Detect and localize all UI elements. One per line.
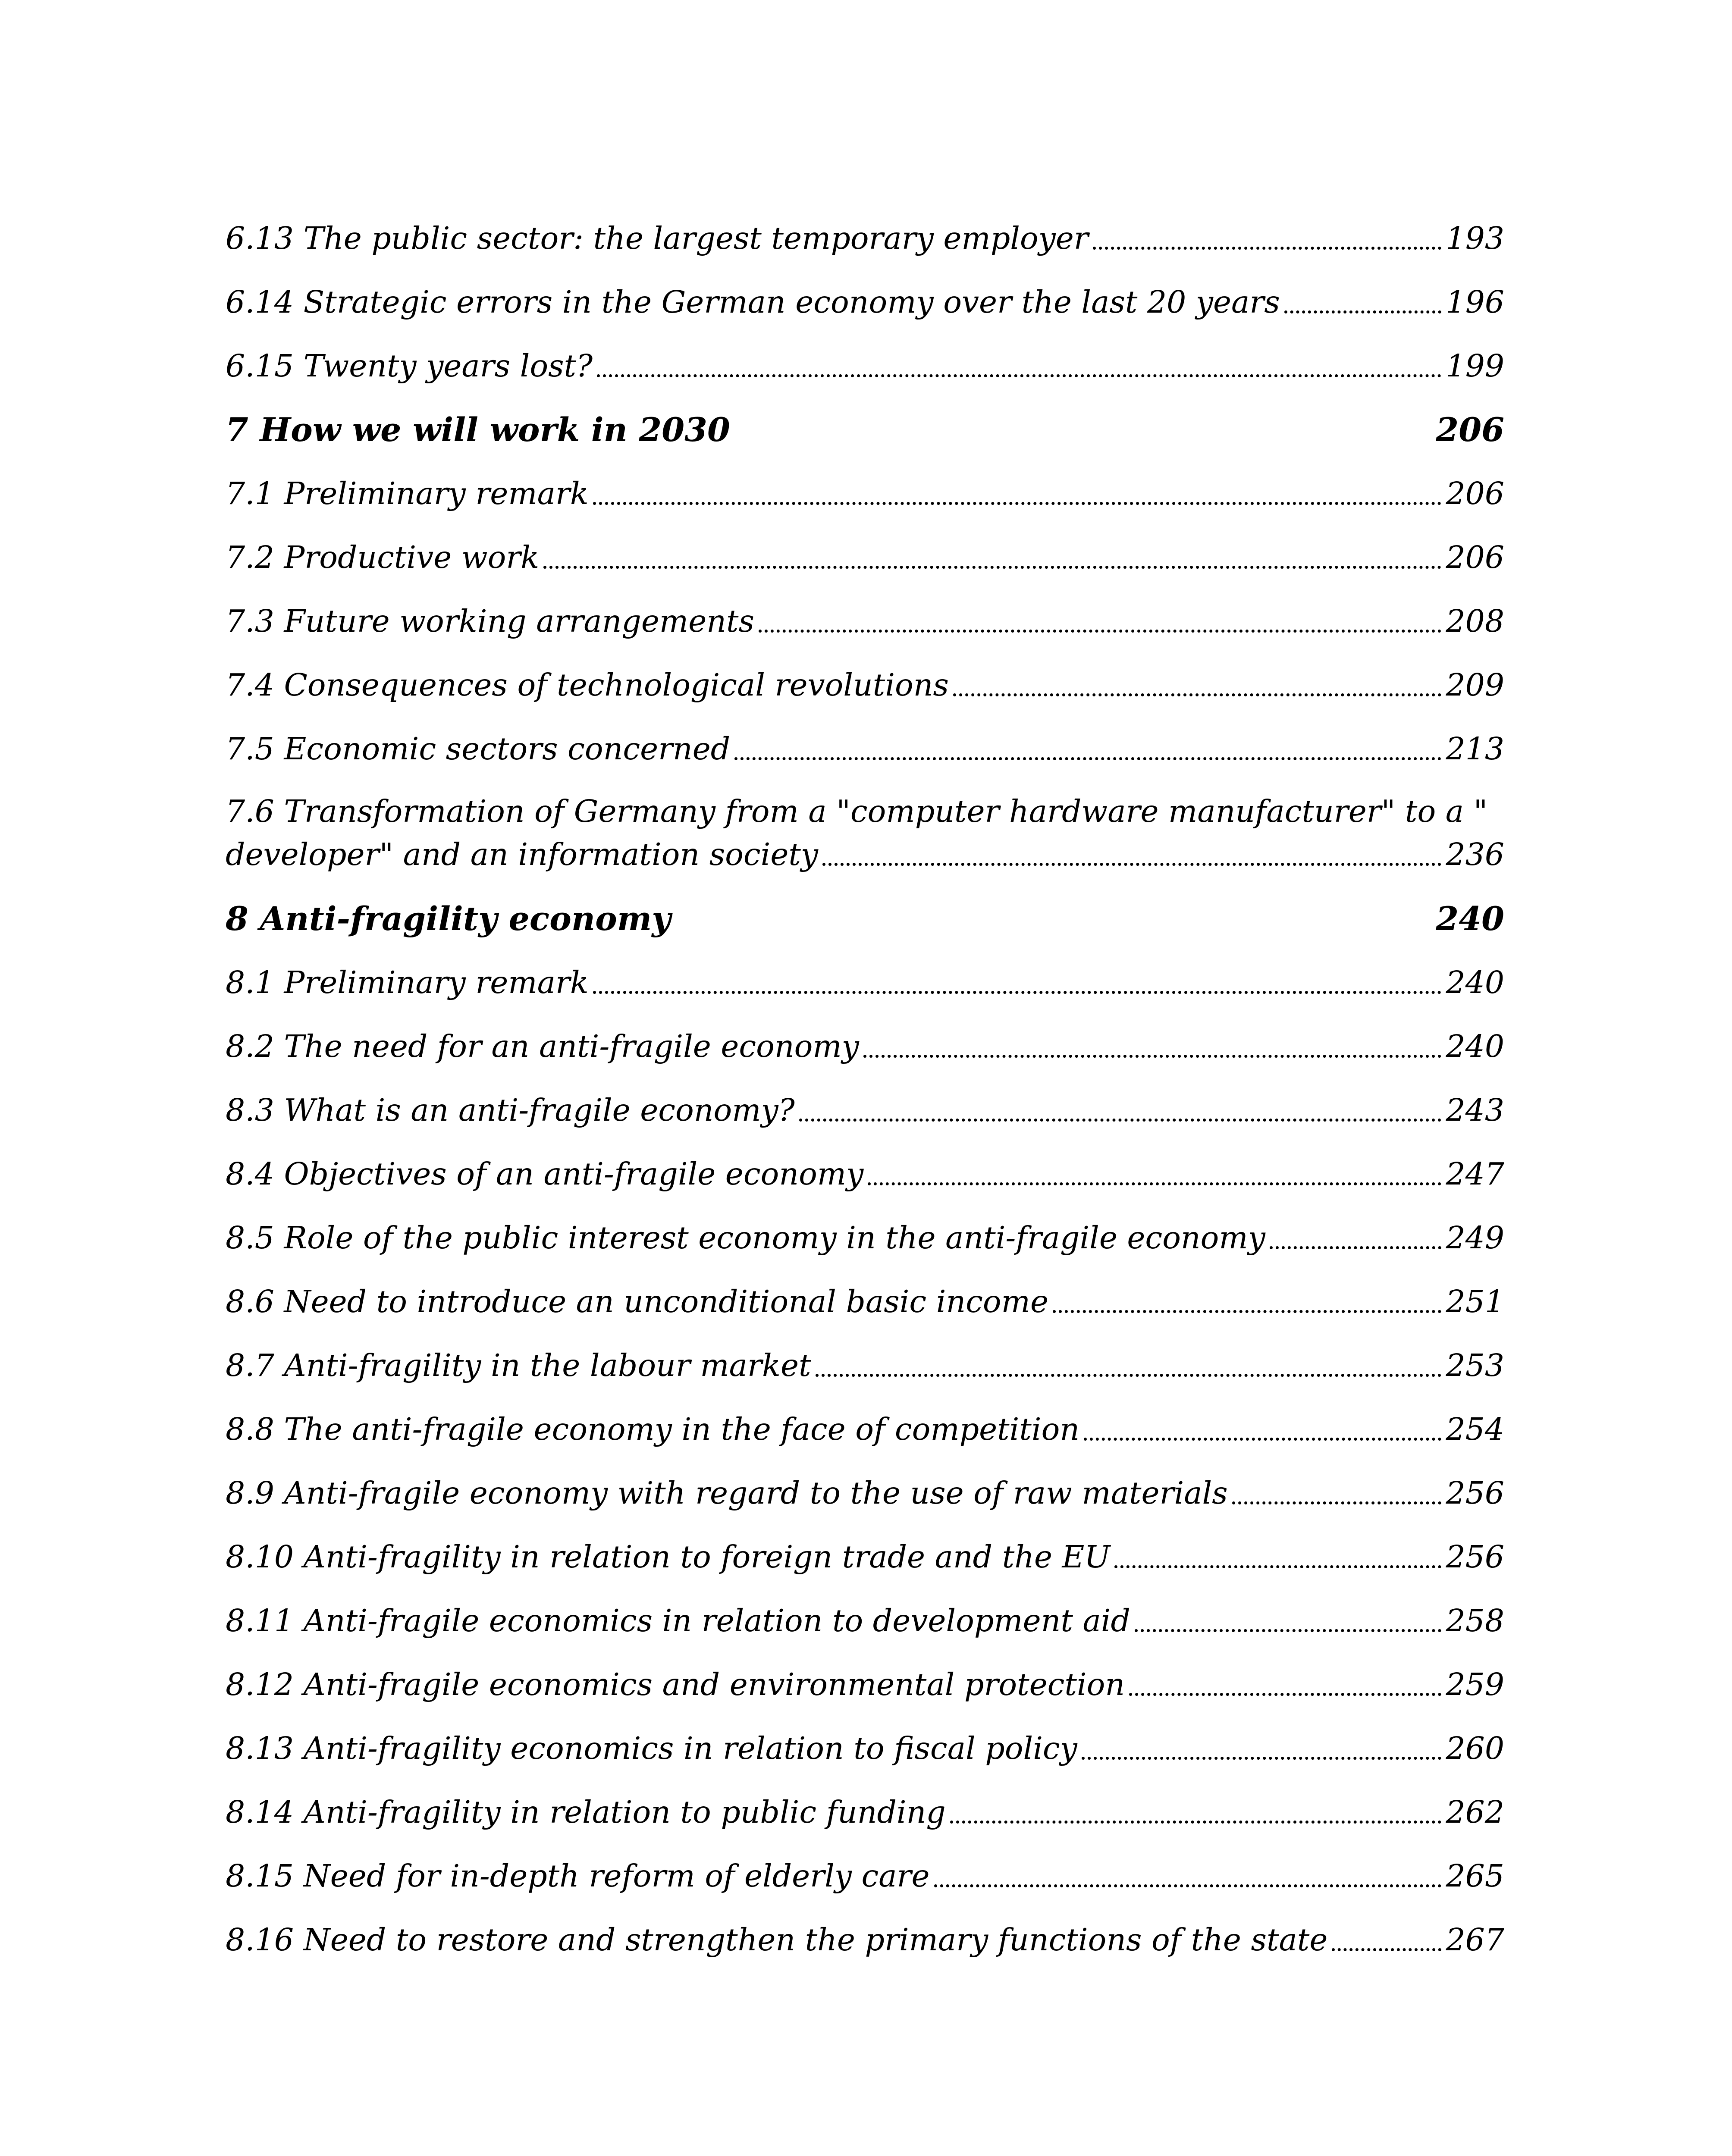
dot-leader (953, 693, 1442, 696)
toc-entry-page: 240 (1446, 1028, 1504, 1064)
toc-entry-page: 240 (1446, 965, 1504, 1000)
toc-entry[interactable] (226, 579, 1504, 643)
toc-entry-title: 8.11 Anti-fragile economics in relation to development aid (226, 1603, 1130, 1639)
toc-entry-title: 6.15 Twenty years lost? (226, 348, 593, 384)
toc-entry[interactable] (226, 1451, 1504, 1515)
toc-entry-page: 236 (1446, 837, 1504, 872)
dot-leader (863, 1055, 1442, 1058)
dot-leader (1114, 1565, 1441, 1568)
dot-leader (816, 1374, 1442, 1377)
toc-entry[interactable] (226, 1770, 1504, 1834)
toc-entry-page: 199 (1446, 348, 1504, 384)
toc-chapter-heading[interactable] (226, 877, 1504, 940)
toc-entry-title: 8.16 Need to restore and strengthen the primary functions of the state (226, 1922, 1328, 1958)
toc-entry-page: 259 (1446, 1667, 1504, 1702)
toc-entry[interactable] (226, 707, 1504, 771)
toc-entry-title: 8.4 Objectives of an anti-fragile economy (226, 1156, 864, 1192)
toc-entry[interactable] (226, 515, 1504, 579)
toc-entry[interactable] (226, 324, 1504, 388)
toc-entry-title: 6.14 Strategic errors in the German economy over the last 20 years (226, 284, 1280, 320)
toc-entry-page: 193 (1446, 220, 1504, 256)
dot-leader (734, 757, 1441, 760)
toc-entry-page: 209 (1446, 667, 1504, 703)
toc-entry[interactable] (226, 196, 1504, 260)
toc-entry-title: 8.6 Need to introduce an unconditional basic income (226, 1284, 1049, 1319)
chapter-page: 206 (1436, 411, 1504, 449)
dot-leader (934, 1884, 1442, 1887)
toc-entry-page: 251 (1446, 1284, 1504, 1319)
toc-entry[interactable] (226, 1642, 1504, 1706)
toc-entry[interactable] (226, 1898, 1504, 1962)
toc-entry-title: 7.1 Preliminary remark (226, 476, 589, 511)
toc-entry-title: 7.3 Future working arrangements (226, 603, 754, 639)
toc-entry-page: 206 (1446, 539, 1504, 575)
toc-entry[interactable] (226, 1196, 1504, 1260)
chapter-title: 7 How we will work in 2030 (226, 411, 730, 449)
toc-entry-title: 8.15 Need for in-depth reform of elderly care (226, 1858, 930, 1894)
dot-leader (1232, 1501, 1442, 1504)
dot-leader (593, 502, 1442, 505)
toc-entry[interactable] (226, 1004, 1504, 1068)
toc-entry-multiline[interactable] (226, 771, 1504, 877)
toc-entry-page: 258 (1446, 1603, 1504, 1639)
dot-leader (799, 1119, 1442, 1122)
toc-entry-title: 8.7 Anti-fragility in the labour market (226, 1348, 811, 1383)
chapter-page: 240 (1436, 899, 1504, 938)
toc-entry-page: 256 (1446, 1539, 1504, 1575)
toc-entry-line2 (226, 833, 1504, 876)
toc-entry-title: 8.13 Anti-fragility economics in relation to fiscal policy (226, 1730, 1077, 1766)
toc-entry[interactable] (226, 260, 1504, 324)
dot-leader (1135, 1629, 1442, 1632)
toc-entry[interactable] (226, 1132, 1504, 1196)
toc-entry-page: 262 (1446, 1794, 1504, 1830)
toc-entry-title: 8.3 What is an anti-fragile economy? (226, 1092, 795, 1128)
toc-entry-page: 254 (1446, 1411, 1504, 1447)
dot-leader (1053, 1310, 1441, 1313)
toc-entry[interactable] (226, 1834, 1504, 1898)
toc-entry-page: 213 (1446, 731, 1504, 767)
toc-entry-title: 8.1 Preliminary remark (226, 965, 589, 1000)
table-of-contents (226, 196, 1504, 1962)
toc-entry[interactable] (226, 1323, 1504, 1387)
dot-leader (822, 863, 1441, 866)
dot-leader (868, 1182, 1441, 1185)
toc-entry[interactable] (226, 940, 1504, 1004)
toc-entry-title: 6.13 The public sector: the largest temporary employer (226, 220, 1089, 256)
dot-leader (950, 1821, 1442, 1824)
toc-entry-title: 8.12 Anti-fragile economics and environmental protection (226, 1667, 1125, 1702)
toc-entry-title-line1: 7.6 Transformation of Germany from a "computer hardware manufacturer" to a " (226, 793, 1488, 829)
toc-entry-title-line2: developer" and an information society (226, 837, 819, 872)
toc-entry-title: 7.2 Productive work (226, 539, 540, 575)
toc-entry[interactable] (226, 1260, 1504, 1323)
toc-entry-page: 267 (1446, 1922, 1504, 1958)
toc-entry-page: 256 (1446, 1475, 1504, 1511)
chapter-title: 8 Anti-fragility economy (226, 899, 671, 938)
toc-entry-title: 7.5 Economic sectors concerned (226, 731, 731, 767)
toc-entry[interactable] (226, 643, 1504, 707)
dot-leader (597, 374, 1441, 377)
toc-entry-title: 8.8 The anti-fragile economy in the face of competition (226, 1411, 1080, 1447)
dot-leader (1270, 1246, 1442, 1249)
toc-entry-title: 8.10 Anti-fragility in relation to foreign trade and the EU (226, 1539, 1111, 1575)
dot-leader (1284, 310, 1442, 313)
toc-entry-page: 243 (1446, 1092, 1504, 1128)
dot-leader (1084, 1438, 1441, 1441)
toc-entry-title: 8.9 Anti-fragile economy with regard to the use of raw materials (226, 1475, 1228, 1511)
dot-leader (1129, 1693, 1441, 1696)
dot-leader (543, 566, 1441, 569)
toc-entry[interactable] (226, 1068, 1504, 1132)
dot-leader (1332, 1948, 1441, 1951)
toc-entry-title: 8.5 Role of the public interest economy in the anti-fragile economy (226, 1220, 1265, 1256)
toc-entry[interactable] (226, 1515, 1504, 1579)
toc-entry-page: 206 (1446, 476, 1504, 511)
toc-entry-title: 8.14 Anti-fragility in relation to public funding (226, 1794, 946, 1830)
dot-leader (759, 630, 1442, 633)
toc-entry-page: 253 (1446, 1348, 1504, 1383)
dot-leader (1093, 247, 1442, 250)
toc-entry-page: 249 (1446, 1220, 1504, 1256)
toc-entry[interactable] (226, 451, 1504, 515)
toc-entry[interactable] (226, 1706, 1504, 1770)
toc-entry-page: 208 (1446, 603, 1504, 639)
toc-entry[interactable] (226, 1579, 1504, 1642)
toc-entry-title: 7.4 Consequences of technological revolutions (226, 667, 949, 703)
dot-leader (593, 991, 1442, 994)
toc-entry-page: 247 (1446, 1156, 1504, 1192)
toc-entry-page: 260 (1446, 1730, 1504, 1766)
toc-entry-page: 265 (1446, 1858, 1504, 1894)
toc-entry[interactable] (226, 1387, 1504, 1451)
dot-leader (1082, 1757, 1442, 1760)
toc-entry-title: 8.2 The need for an anti-fragile economy (226, 1028, 859, 1064)
toc-chapter-heading[interactable] (226, 388, 1504, 451)
toc-entry-page: 196 (1446, 284, 1504, 320)
